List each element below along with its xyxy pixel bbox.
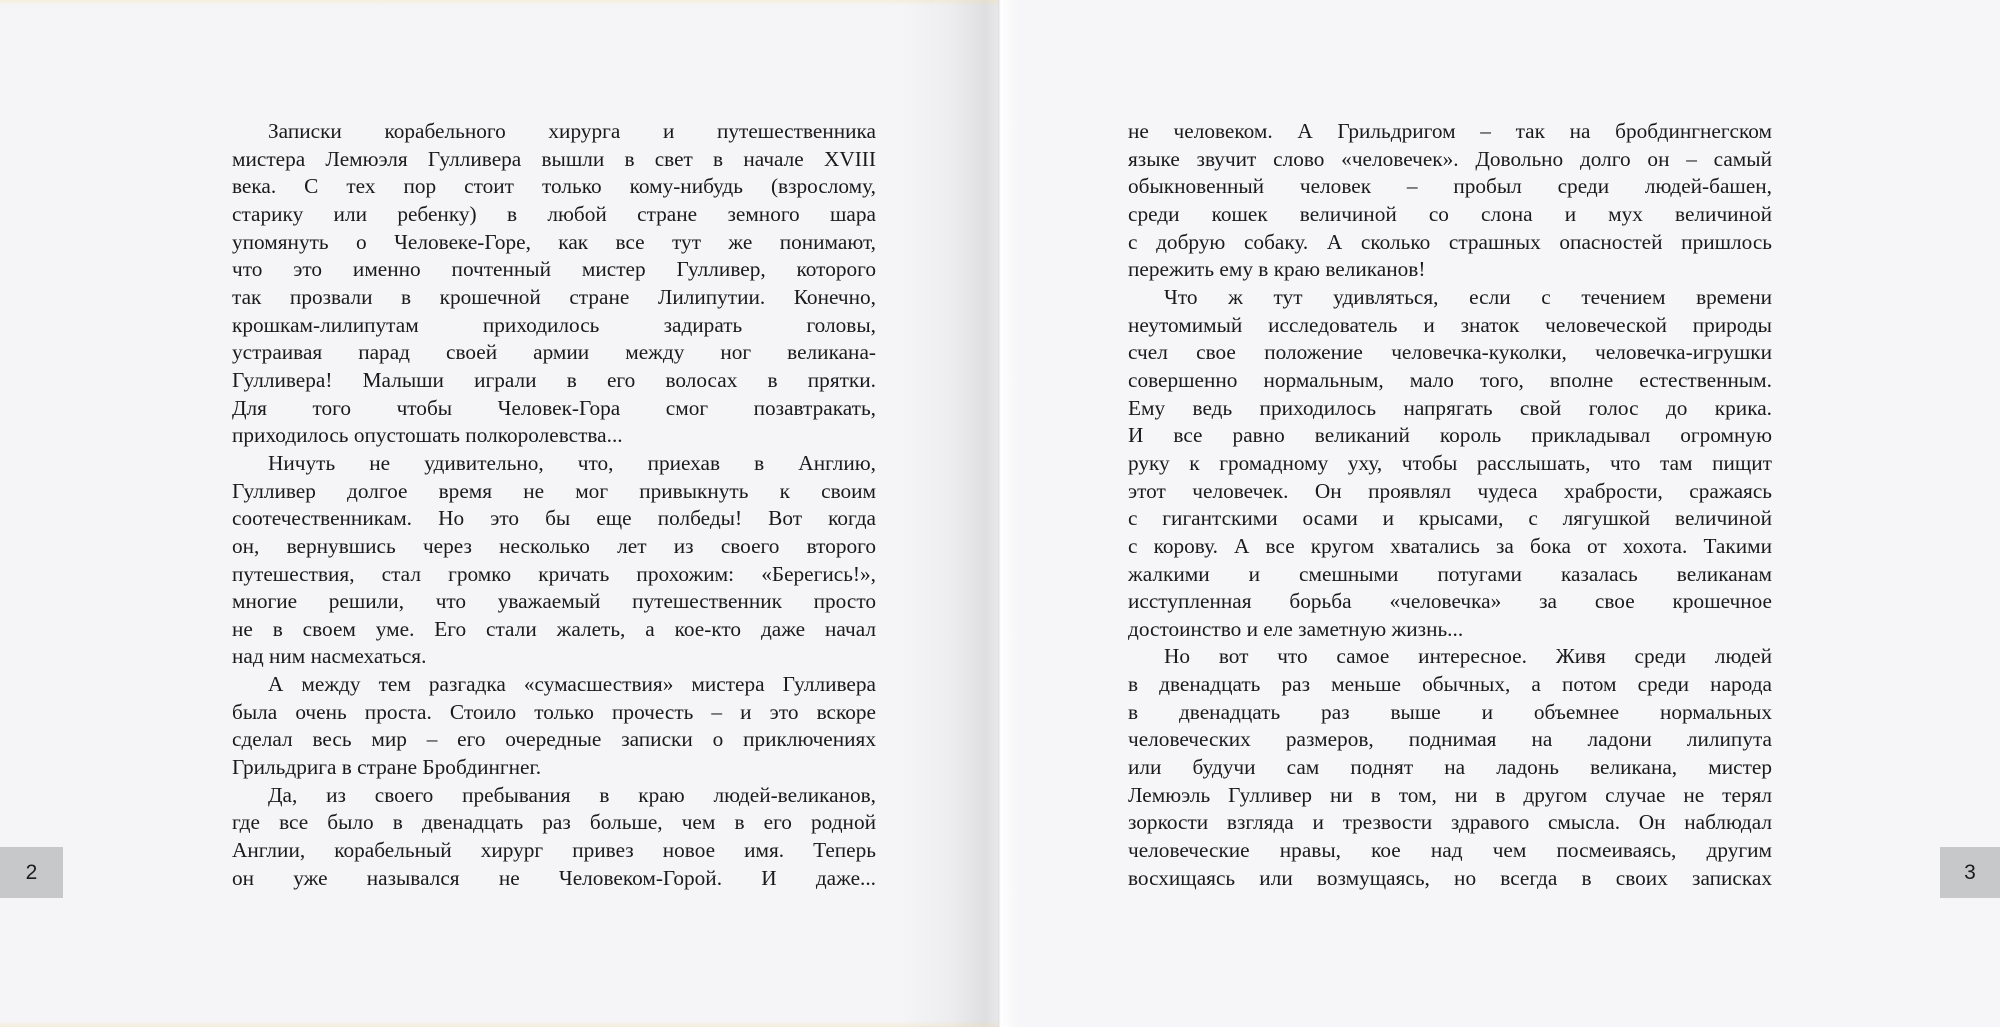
text-line: века. С тех пор стоит только кому-нибудь (взрослому,: [232, 174, 876, 199]
page-number-right: [1940, 847, 2000, 898]
text-line: достоинство и еле заметную жизнь...: [1128, 616, 1464, 641]
text-line: соотечественникам. Но это бы еще полбеды! Вот когда: [232, 506, 876, 531]
text-line: с гигантскими осами и крысами, с лягушкой величиной: [1128, 506, 1772, 531]
text-line: или будучи сам поднят на ладонь великана, мистер: [1128, 755, 1772, 780]
page-number-left: [0, 847, 63, 898]
text-line: жалкими и смешными потугами казалась великанам: [1128, 561, 1772, 586]
text-line: пережить ему в краю великанов!: [1128, 257, 1426, 282]
text-line: Но вот что самое интересное. Живя среди людей: [1164, 644, 1772, 669]
text-line: Грильдрига в стране Бробдингнег.: [232, 755, 542, 780]
text-line: что это именно почтенный мистер Гулливер, которого: [232, 257, 876, 282]
right-page-text: [1128, 118, 1772, 892]
text-line: так прозвали в крошечной стране Лилипутии. Конечно,: [232, 284, 876, 309]
text-line: устраивая парад своей армии между ног великана-: [232, 340, 876, 365]
text-line: Что ж тут удивляться, если с течением времени: [1164, 284, 1772, 309]
text-line: неутомимый исследователь и знаток человеческой природы: [1128, 312, 1772, 337]
text-line: Гулливер долгое время не мог привыкнуть к своим: [232, 478, 876, 503]
text-line: не в своем уме. Его стали жалеть, а кое-кто даже начал: [232, 616, 876, 641]
text-line: он, вернувшись через несколько лет из своего второго: [232, 533, 876, 558]
text-line: руку к громадному уху, чтобы расслышать, что там пищит: [1128, 450, 1772, 475]
text-line: многие решили, что уважаемый путешественник просто: [232, 589, 876, 614]
text-line: А между тем разгадка «сумасшествия» мистера Гулливера: [268, 672, 876, 697]
text-line: где все было в двенадцать раз больше, чем в его родной: [232, 810, 876, 835]
text-line: обыкновенный человек – пробыл среди людей-башен,: [1128, 174, 1772, 199]
text-line: путешествия, стал громко кричать прохожим: «Берегись!»,: [232, 561, 876, 586]
text-line: над ним насмехаться.: [232, 644, 427, 669]
text-line: зоркости взгляда и трезвости здравого смысла. Он наблюдал: [1128, 810, 1772, 835]
text-line: Для того чтобы Человек-Гора смог позавтракать,: [232, 395, 876, 420]
page-number-label: 2: [25, 860, 38, 884]
text-line: сделал весь мир – его очередные записки о приключениях: [232, 727, 876, 752]
text-line: приходилось опустошать полкоролевства...: [232, 423, 623, 448]
text-line: человеческих размеров, поднимая на ладони лилипута: [1128, 727, 1772, 752]
text-line: человеческие нравы, кое над чем посмеиваясь, другим: [1128, 838, 1772, 863]
text-line: упомянуть о Человеке-Горе, как все тут же понимают,: [232, 229, 876, 254]
text-line: в двенадцать раз выше и объемнее нормальных: [1128, 699, 1772, 724]
left-page-text: [232, 118, 876, 892]
text-line: мистера Лемюэля Гулливера вышли в свет в начале XVIII: [232, 146, 876, 171]
text-line: Лемюэль Гулливер ни в том, ни в другом случае не терял: [1128, 782, 1772, 807]
left-page: [0, 0, 999, 1027]
text-line: языке звучит слово «человечек». Довольно долго он – самый: [1128, 146, 1772, 171]
text-line: крошкам-лилипутам приходилось задирать головы,: [232, 312, 876, 337]
text-line: старику или ребенку) в любой стране земного шара: [232, 201, 876, 226]
text-line: Ему ведь приходилось напрягать свой голос до крика.: [1128, 395, 1772, 420]
text-line: исступленная борьба «человечка» за свое крошечное: [1128, 589, 1772, 614]
text-line: Записки корабельного хирурга и путешественника: [268, 119, 876, 143]
text-line: Ничуть не удивительно, что, приехав в Англию,: [268, 450, 876, 475]
text-line: не человеком. А Грильдригом – так на бробдингнегском: [1128, 119, 1772, 143]
right-page: [1001, 0, 2000, 1027]
text-line: в двенадцать раз меньше обычных, а потом среди народа: [1128, 672, 1772, 697]
text-line: счел свое положение человечка-куколки, человечка-игрушки: [1128, 340, 1772, 365]
text-line: с корову. А все кругом хватались за бока от хохота. Такими: [1128, 533, 1772, 558]
text-line: И все равно великаний король прикладывал огромную: [1128, 423, 1772, 448]
text-line: была очень проста. Стоило только прочесть – и это вскоре: [232, 699, 876, 724]
text-line: Англии, корабельный хирург привез новое имя. Теперь: [232, 838, 876, 863]
text-line: восхищаясь или возмущаясь, но всегда в своих записках: [1128, 865, 1772, 890]
text-line: среди кошек величиной со слона и мух величиной: [1128, 201, 1772, 226]
text-line: Гулливера! Малыши играли в его волосах в прятки.: [232, 367, 876, 392]
page-number-label: 3: [1964, 860, 1976, 884]
text-line: Да, из своего пребывания в краю людей-великанов,: [268, 782, 876, 807]
text-line: этот человечек. Он проявлял чудеса храбрости, сражаясь: [1128, 478, 1772, 503]
text-line: совершенно нормальным, мало того, вполне естественным.: [1128, 367, 1772, 392]
text-line: с добрую собаку. А сколько страшных опасностей пришлось: [1128, 229, 1772, 254]
text-line: он уже назывался не Человеком-Горой. И даже...: [232, 865, 876, 890]
